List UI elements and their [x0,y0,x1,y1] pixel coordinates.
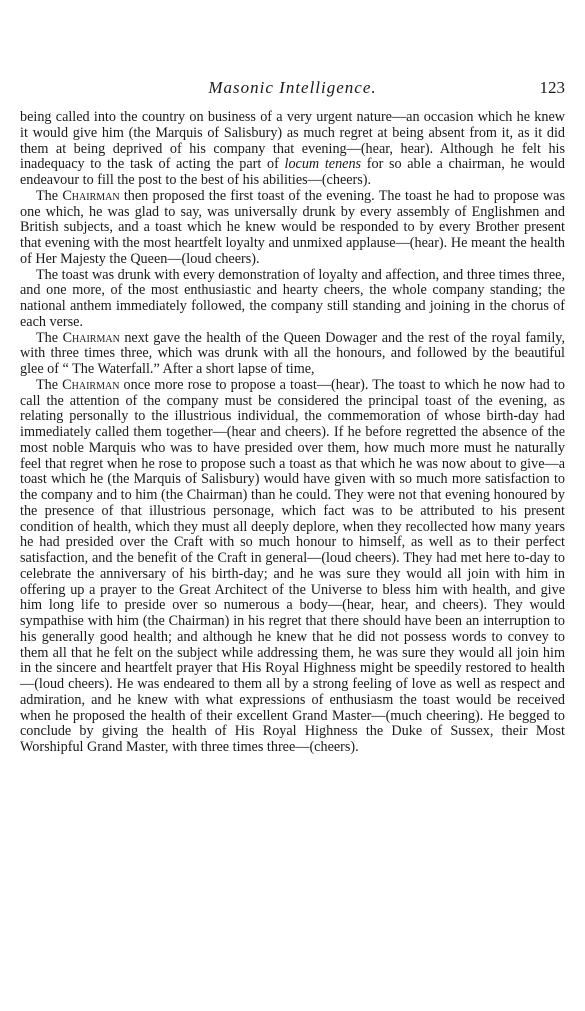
small-caps-run: Chairman [62,187,120,204]
text-run: The [36,187,63,204]
running-head [20,78,565,100]
paragraph [20,331,565,378]
text-run: next gave the health of the Queen Dowager and the rest of the royal family, with three times three, which was drunk with all the honours, and followed by the beautiful glee of “ The Waterfall.” After a short lapse of time, [20,329,565,377]
text-run: then proposed the first toast of the evening. The toast he had to propose was one which, he was glad to say, was universally drunk by every assembly of Englishmen and British subjects, and a toast which he knew would be responded to by every Brother present that evening with the most heartfelt loyalty and unmixed applause—(hear). He meant the health of Her Majesty the Queen—(loud cheers). [20,187,565,267]
italic-run: locum tenens [284,156,362,173]
page-number: 123 [539,78,565,97]
paragraph [20,189,565,268]
text-run: being called into the country on business of a very urgent nature—an occasion which he knew it would give him (the Marquis of Salisbury) as much regret at being absent from it, as it did them at being deprived of his company that evening—(hear, hear). Although he felt his inadequacy to the task of acting the part of [20,109,565,173]
running-title: Masonic Intelligence. [208,78,377,97]
small-caps-run: Chairman [62,329,120,346]
small-caps-run: Chairman [62,376,120,393]
paragraph [20,268,565,331]
text-run: for so able a chairman, he would endeavour to fill the post to the best of his abilities—(cheers). [20,156,566,188]
text-run: The toast was drunk with every demonstration of loyalty and affection, and three times three, and one more, of the most enthusiastic and hearty cheers, the whole company standing; the national anthem immediately followed, the company still standing and joining in the chorus of each verse. [20,266,565,330]
article-body [20,110,565,756]
text-run: The [36,329,63,346]
text-run: once more rose to propose a toast—(hear). The toast to which he now had to call the attention of the company must be considered the principal toast of the evening, as relating personally to the illustrious individual, the commemoration of whose birth-day had immediately called them together—(hear and cheers). If he before regretted the absence of the most noble Marquis who was to have presided over them, how much more must he naturally feel that regret when he rose to propose such a toast as that which he was now about to give—a toast which he (the Marquis of Salisbury) would have given with so much more satisfaction to the company and to him (the Chairman) than he could. They were not that evening honoured by the presence of that illustrious personage, which fact was to be attributed to his present condition of health, which they must all deeply deplore, when they recollected how many years he had presided over the Craft with so much honour to himself, as well as to their perfect satisfaction, and the benefit of the Craft in general—(loud cheers). They had met here to-day to celebrate the anniversary of his birth-day; and he was sure they would all join with him in offering up a prayer to the Great Architect of the Universe to bless him with health, and give him long life to preside over so numerous a body—(hear, hear, and cheers). They would sympathise with him (the Chairman) in his regret that there should have been an interruption to his generally good health; and although he knew that he did not possess words to convey to them all that he felt on the subject while addressing them, he was sure they would all join him in the sincere and heartfelt prayer that His Royal Highness might be speedily restored to health—(loud cheers). He was endeared to them all by a strong feeling of love as well as respect and admiration, and he knew with what expressions of enthusiasm the toast would be received when he proposed the health of their excellent Grand Master—(much cheering). He begged to conclude by giving the health of His Royal Highness the Duke of Sussex, their Most Worshipful Grand Master, with three times three—(cheers). [20,376,565,755]
paragraph [20,378,565,756]
paragraph [20,110,565,189]
text-run: The [36,376,63,393]
